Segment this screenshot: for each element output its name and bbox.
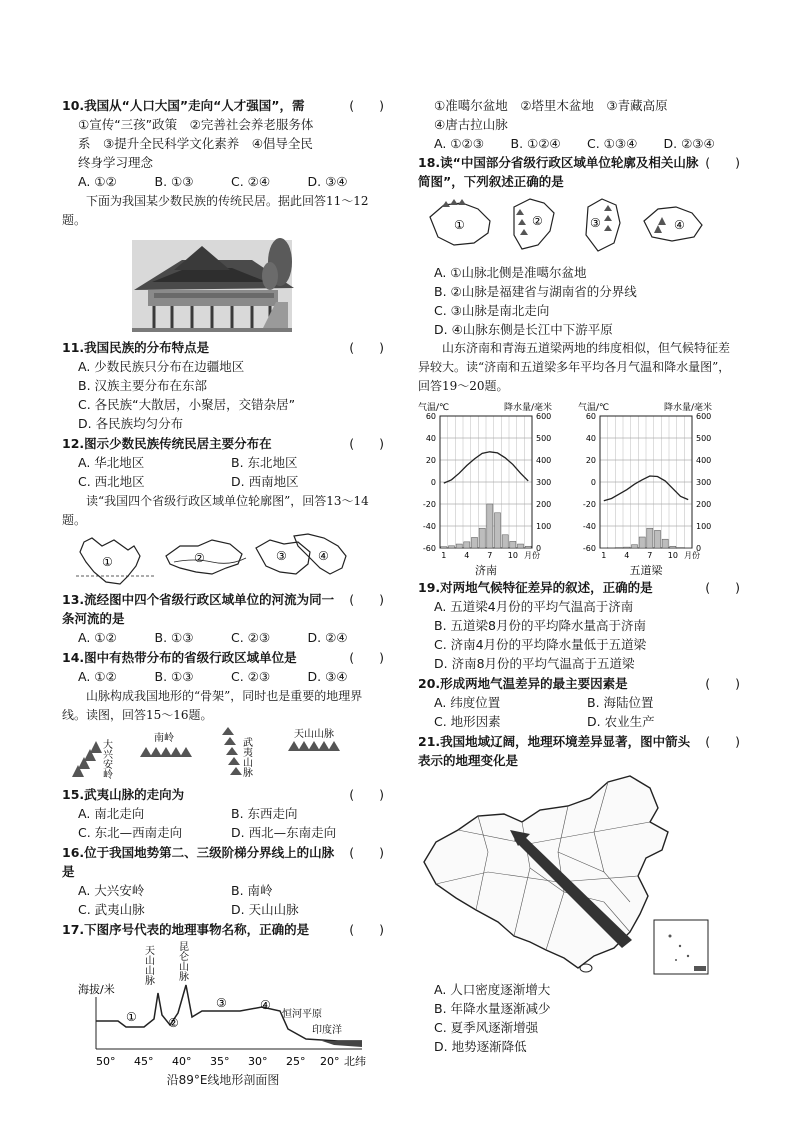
precip-bar (479, 528, 485, 548)
option-d: D. 西北—东南走向 (231, 825, 337, 840)
q18-options (418, 263, 740, 339)
precip-bar (464, 542, 470, 548)
temp-tick: 20 (425, 456, 436, 465)
q20-stem: 20.形成两地气温差异的最主要因素是 (418, 676, 628, 691)
question-10 (62, 96, 384, 191)
option-a: A. 纬度位置 (434, 695, 501, 710)
profile-mountain-1: 天山山脉 (142, 945, 154, 985)
q18-stem: 18.读“中国部分省级行政区域单位轮廓及相关山脉简图”，下列叙述正确的是 (418, 155, 699, 189)
precip-bar (494, 513, 500, 548)
question-18 (418, 153, 740, 191)
question-14 (62, 648, 384, 686)
precip-tick: 400 (536, 456, 552, 465)
answer-bracket[interactable]: ( ) (349, 436, 384, 451)
q13-stem: 13.流经图中四个省级行政区域单位的河流为同一条河流的是 (62, 592, 335, 626)
mountain-label: 武夷山脉 (240, 737, 252, 777)
precip-tick: 300 (536, 478, 552, 487)
outline-label-1: ① (102, 555, 113, 569)
precip-bar (517, 544, 523, 548)
option-d: D. ③④ (307, 174, 348, 189)
precip-tick: 200 (536, 500, 552, 509)
question-19 (418, 578, 740, 673)
chart-city-title: 济南 (475, 564, 497, 576)
precip-tick: 0 (536, 544, 542, 553)
temp-tick: 60 (425, 412, 436, 421)
temp-tick: -40 (582, 522, 596, 531)
outline-label-4: ④ (318, 549, 329, 563)
chart-city-title: 五道梁 (629, 564, 663, 576)
option-d: D. ④山脉东侧是长江中下游平原 (434, 322, 613, 337)
month-unit: 月份 (524, 551, 540, 560)
month-tick: 10 (667, 551, 678, 560)
mountain-label: 大兴安岭 (100, 739, 112, 779)
option-c: C. ②③ (231, 630, 271, 645)
precip-tick: 300 (696, 478, 712, 487)
answer-bracket[interactable]: ( ) (705, 580, 740, 595)
option-d: D. ③④ (307, 669, 348, 684)
precip-bar (647, 528, 653, 548)
temp-tick: -20 (422, 500, 436, 509)
answer-bracket[interactable]: ( ) (705, 155, 740, 170)
profile-tick: 40° (172, 1055, 192, 1068)
question-11 (62, 338, 384, 433)
option-b: B. ①③ (154, 669, 194, 684)
mountain-label: 天山山脉 (294, 729, 334, 740)
profile-x-unit: 北纬 (344, 1055, 366, 1068)
profile-tick: 20° (320, 1055, 340, 1068)
intro-15-16: 山脉构成我国地形的“骨架”，同时也是重要的地理界线。读图，回答15～16题。 (62, 689, 363, 722)
option-a: A. ①② (78, 669, 117, 684)
question-16 (62, 843, 384, 919)
question-17 (62, 920, 384, 939)
profile-ylabel: 海拔/米 (78, 983, 115, 996)
profile-mountain-2: 昆仑山脉 (176, 941, 188, 981)
question-12 (62, 434, 384, 491)
answer-bracket[interactable]: ( ) (705, 734, 740, 749)
option-a: A. 南北走向 (78, 806, 145, 821)
temp-tick: -60 (422, 544, 436, 553)
option-c: C. ②③ (231, 669, 271, 684)
temp-tick: 0 (430, 478, 436, 487)
stilt-house-photo (62, 232, 384, 336)
q21-stem: 21.我国地域辽阔，地理环境差异显著，图中箭头表示的地理变化是 (418, 734, 691, 768)
temp-tick: -60 (582, 544, 596, 553)
precip-tick: 200 (696, 500, 712, 509)
precip-tick: 600 (536, 412, 552, 421)
option-a: A. ①②③ (434, 136, 484, 151)
option-d: D. 地势逐渐降低 (434, 1039, 527, 1054)
precip-tick: 0 (696, 544, 702, 553)
month-tick: 4 (464, 551, 470, 560)
option-b: B. ②山脉是福建省与湖南省的分界线 (434, 284, 637, 299)
month-tick: 10 (507, 551, 518, 560)
q15-stem: 15.武夷山脉的走向为 (62, 787, 185, 802)
answer-bracket[interactable]: ( ) (349, 592, 384, 607)
temp-tick: 20 (585, 456, 596, 465)
profile-tick: 45° (134, 1055, 154, 1068)
option-d: D. ②④ (307, 630, 348, 645)
profile-tick: 50° (96, 1055, 116, 1068)
fig18-label-2: ② (532, 214, 543, 228)
option-c: C. 西北地区 (78, 474, 145, 489)
option-c: C. ①③④ (587, 136, 638, 151)
precip-bar (448, 546, 454, 548)
q10-line: ①宣传“三孩”政策 ②完善社会养老服务体 (78, 117, 314, 132)
option-d: D. 天山山脉 (231, 902, 299, 917)
precip-bar (471, 537, 477, 548)
option-d: D. 各民族均匀分布 (78, 416, 184, 431)
option-a: A. ①山脉北侧是准噶尔盆地 (434, 265, 587, 280)
answer-bracket[interactable]: ( ) (349, 922, 384, 937)
option-d: D. 济南8月份的平均气温高于五道梁 (434, 656, 635, 671)
temp-tick: -20 (582, 500, 596, 509)
month-tick: 7 (647, 551, 653, 560)
precip-tick: 600 (696, 412, 712, 421)
option-a: A. ①② (78, 174, 117, 189)
temp-axis-title: 气温/℃ (418, 403, 450, 413)
right-column (418, 96, 740, 1056)
month-tick: 4 (624, 551, 630, 560)
precip-bar (502, 535, 508, 548)
province-outlines-figure (62, 532, 384, 588)
precip-bar (662, 539, 668, 548)
profile-num-4: ④ (260, 998, 271, 1012)
intro-19-20: 山东济南和青海五道梁两地的纬度相似，但气候特征差异较大。读“济南和五道梁多年平均各月气温和降水量图”，回答19～20题。 (418, 341, 731, 393)
q10-line: 系 ③提升全民科学文化素养 ④倡导全民 (78, 136, 313, 151)
question-15 (62, 785, 384, 842)
outline-label-3: ③ (276, 549, 287, 563)
intro-11-12: 下面为我国某少数民族的传统民居。据此回答11～12题。 (62, 194, 369, 227)
intro-13-14: 读“我国四个省级行政区域单位轮廓图”，回答13～14题。 (62, 494, 369, 527)
precip-bar (525, 546, 531, 548)
precip-tick: 500 (536, 434, 552, 443)
option-c: C. 各民族“大散居，小聚居，交错杂居” (78, 397, 296, 412)
option-b: B. ①③ (154, 630, 194, 645)
q21-options (418, 980, 740, 1056)
option-b: B. 海陆位置 (587, 695, 654, 710)
precip-bar (456, 544, 462, 548)
q16-stem: 16.位于我国地势第二、三级阶梯分界线上的山脉是 (62, 845, 335, 879)
option-a: A. 少数民族只分布在边疆地区 (78, 359, 245, 374)
answer-bracket[interactable]: ( ) (349, 340, 384, 355)
profile-caption: 沿89°E线地形剖面图 (166, 1073, 280, 1087)
month-tick: 1 (601, 551, 607, 560)
q17-stem: 17.下图序号代表的地理事物名称，正确的是 (62, 922, 310, 937)
option-c: C. ②④ (231, 174, 271, 189)
option-c: C. 夏季风逐渐增强 (434, 1020, 539, 1035)
answer-bracket[interactable]: ( ) (349, 845, 384, 860)
province-mountain-figure (418, 193, 740, 261)
profile-num-2: ② (168, 1016, 179, 1030)
climate-charts (418, 398, 740, 576)
precip-bar (510, 541, 516, 548)
precip-bar (487, 504, 493, 548)
precip-bar (639, 537, 645, 548)
option-a: A. 五道梁4月份的平均气温高于济南 (434, 599, 634, 614)
option-a: A. 华北地区 (78, 455, 145, 470)
left-column (62, 96, 384, 1090)
question-21 (418, 732, 740, 770)
q14-stem: 14.图中有热带分布的省级行政区域单位是 (62, 650, 297, 665)
profile-tick: 25° (286, 1055, 306, 1068)
option-b: B. 年降水量逐渐减少 (434, 1001, 551, 1016)
option-b: B. 东西走向 (231, 806, 298, 821)
option-d: D. 农业生产 (587, 714, 655, 729)
profile-num-3: ③ (216, 996, 227, 1010)
option-c: C. 武夷山脉 (78, 902, 145, 917)
option-a: A. 大兴安岭 (78, 883, 145, 898)
option-a: A. ①② (78, 630, 117, 645)
option-b: B. ①③ (154, 174, 194, 189)
precip-axis-title: 降水量/毫米 (504, 403, 553, 413)
month-tick: 1 (441, 551, 447, 560)
temp-tick: -40 (422, 522, 436, 531)
month-unit: 月份 (684, 551, 700, 560)
q10-stem: 10.我国从“人口大国”走向“人才强国”，需 (62, 98, 305, 113)
answer-bracket[interactable]: ( ) (705, 676, 740, 691)
fig18-label-4: ④ (674, 218, 685, 232)
option-b: B. 东北地区 (231, 455, 298, 470)
profile-plain: 恒河平原 (282, 1009, 322, 1020)
temp-tick: 40 (585, 434, 596, 443)
option-b: B. 汉族主要分布在东部 (78, 378, 208, 393)
temp-axis-title: 气温/℃ (578, 403, 610, 413)
answer-bracket[interactable]: ( ) (349, 98, 384, 113)
precip-tick: 100 (696, 522, 712, 531)
profile-tick: 35° (210, 1055, 230, 1068)
question-13 (62, 590, 384, 647)
fig18-label-3: ③ (590, 216, 601, 230)
answer-bracket[interactable]: ( ) (349, 650, 384, 665)
fig18-label-1: ① (454, 218, 465, 232)
precip-tick: 500 (696, 434, 712, 443)
option-c: C. 地形因素 (434, 714, 501, 729)
option-d: D. 西南地区 (231, 474, 299, 489)
option-a: A. 人口密度逐渐增大 (434, 982, 551, 997)
q17-items-line: ①准噶尔盆地 ②塔里木盆地 ③青藏高原 (434, 98, 668, 113)
option-b: B. 南岭 (231, 883, 273, 898)
profile-x-ticks (96, 1054, 366, 1068)
temp-tick: 60 (585, 412, 596, 421)
china-map-figure (418, 772, 740, 978)
precip-bar (631, 545, 637, 548)
q11-stem: 11.我国民族的分布特点是 (62, 340, 210, 355)
terrain-profile-figure (62, 941, 384, 1077)
option-c: C. 济南4月份的平均降水量低于五道梁 (434, 637, 647, 652)
profile-ocean: 印度洋 (312, 1025, 342, 1036)
question-20 (418, 674, 740, 731)
option-c: C. 东北—西南走向 (78, 825, 183, 840)
outline-label-2: ② (194, 551, 205, 565)
mountain-ranges-figure (62, 727, 384, 783)
option-c: C. ③山脉是南北走向 (434, 303, 550, 318)
precip-tick: 100 (536, 522, 552, 531)
option-d: D. ②③④ (663, 136, 715, 151)
mountain-label: 南岭 (154, 733, 174, 744)
precip-axis-title: 降水量/毫米 (664, 403, 713, 413)
profile-tick: 30° (248, 1055, 268, 1068)
q12-stem: 12.图示少数民族传统民居主要分布在 (62, 436, 272, 451)
precip-bar (624, 547, 630, 548)
profile-num-1: ① (126, 1010, 137, 1024)
q19-stem: 19.对两地气候特征差异的叙述，正确的是 (418, 580, 653, 595)
temp-tick: 0 (590, 478, 596, 487)
option-b: B. 五道梁8月份的平均降水量高于济南 (434, 618, 646, 633)
temp-tick: 40 (425, 434, 436, 443)
precip-bar (441, 547, 447, 548)
q17-items-line: ④唐古拉山脉 (434, 117, 508, 132)
precip-bar (654, 530, 660, 548)
precip-tick: 400 (696, 456, 712, 465)
q10-line: 终身学习理念 (78, 155, 154, 170)
option-b: B. ①②④ (510, 136, 561, 151)
month-tick: 7 (487, 551, 493, 560)
answer-bracket[interactable]: ( ) (349, 787, 384, 802)
precip-bar (670, 546, 676, 548)
